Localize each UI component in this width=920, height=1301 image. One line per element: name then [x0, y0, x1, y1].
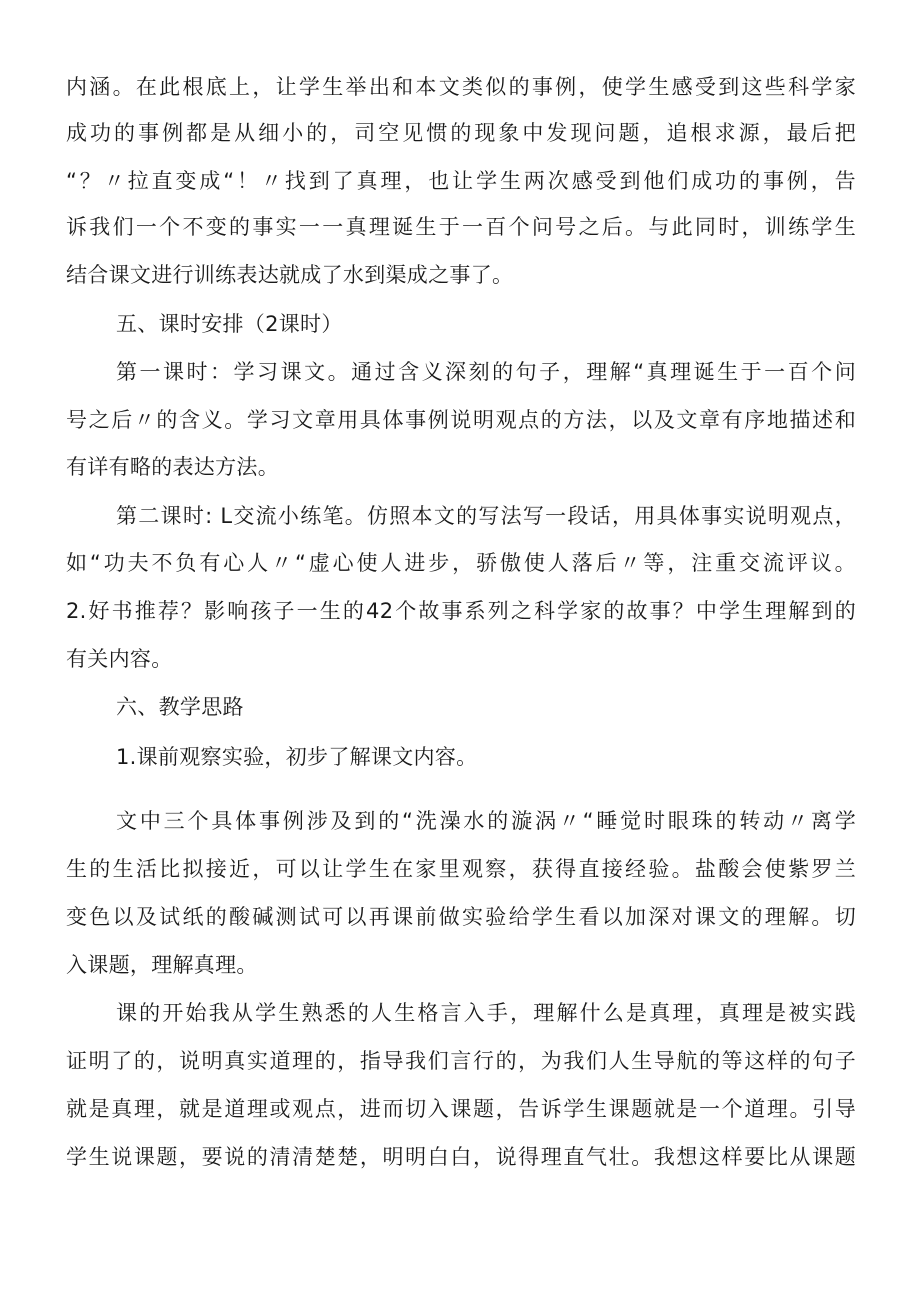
paragraph-line: “？〃拉直变成“！〃找到了真理，也让学生两次感受到他们成功的事例，告 — [66, 169, 856, 193]
list-item: 1.课前观察实验，初步了解课文内容。 — [116, 745, 478, 769]
paragraph-line: 第一课时：学习课文。通过含义深刻的句子，理解“真理诞生于一百个问 — [116, 360, 856, 384]
paragraph-line: 课的开始我从学生熟悉的人生格言入手，理解什么是真理，真理是被实践 — [116, 1001, 856, 1025]
paragraph-line: 成功的事例都是从细小的，司空见惯的现象中发现问题，追根求源，最后把 — [66, 121, 856, 145]
paragraph-line: 号之后〃的含义。学习文章用具体事例说明观点的方法，以及文章有序地描述和 — [66, 408, 856, 432]
paragraph-line: 学生说课题，要说的清清楚楚，明明白白，说得理直气壮。我想这样要比从课题 — [66, 1145, 856, 1169]
paragraph-line: 如“功夫不负有心人〃“虚心使人进步，骄傲使人落后〃等，注重交流评议。 — [66, 551, 856, 575]
paragraph-line: 生的生活比拟接近，可以让学生在家里观察，获得直接经验。盐酸会使紫罗兰 — [66, 857, 856, 881]
paragraph-line: 文中三个具体事例涉及到的“洗澡水的漩涡〃“睡觉时眼珠的转动〃离学 — [116, 809, 856, 833]
paragraph-line: 2.好书推荐？影响孩子一生的42个故事系列之科学家的故事？中学生理解到的 — [66, 599, 856, 623]
paragraph-line: 证明了的，说明真实道理的，指导我们言行的，为我们人生导航的等这样的句子 — [66, 1049, 856, 1073]
section-heading: 五、课时安排（2课时） — [116, 312, 343, 336]
paragraph-line: 第二课时: L交流小练笔。仿照本文的写法写一段话，用具体事实说明观点， — [116, 504, 856, 528]
paragraph-line: 诉我们一个不变的事实一一真理诞生于一百个问号之后。与此同时，训练学生 — [66, 215, 856, 239]
section-heading: 六、教学思路 — [116, 695, 244, 719]
paragraph-line: 入课题，理解真理。 — [66, 953, 258, 977]
paragraph-line: 结合课文进行训练表达就成了水到渠成之事了。 — [66, 263, 514, 287]
paragraph-line: 变色以及试纸的酸碱测试可以再课前做实验给学生看以加深对课文的理解。切 — [66, 905, 856, 929]
paragraph-line: 有关内容。 — [66, 647, 173, 671]
paragraph-line: 内涵。在此根底上，让学生举出和本文类似的事例，使学生感受到这些科学家 — [66, 75, 856, 99]
paragraph-line: 有详有略的表达方法。 — [66, 455, 279, 479]
paragraph-line: 就是真理，就是道理或观点，进而切入课题，告诉学生课题就是一个道理。引导 — [66, 1097, 856, 1121]
